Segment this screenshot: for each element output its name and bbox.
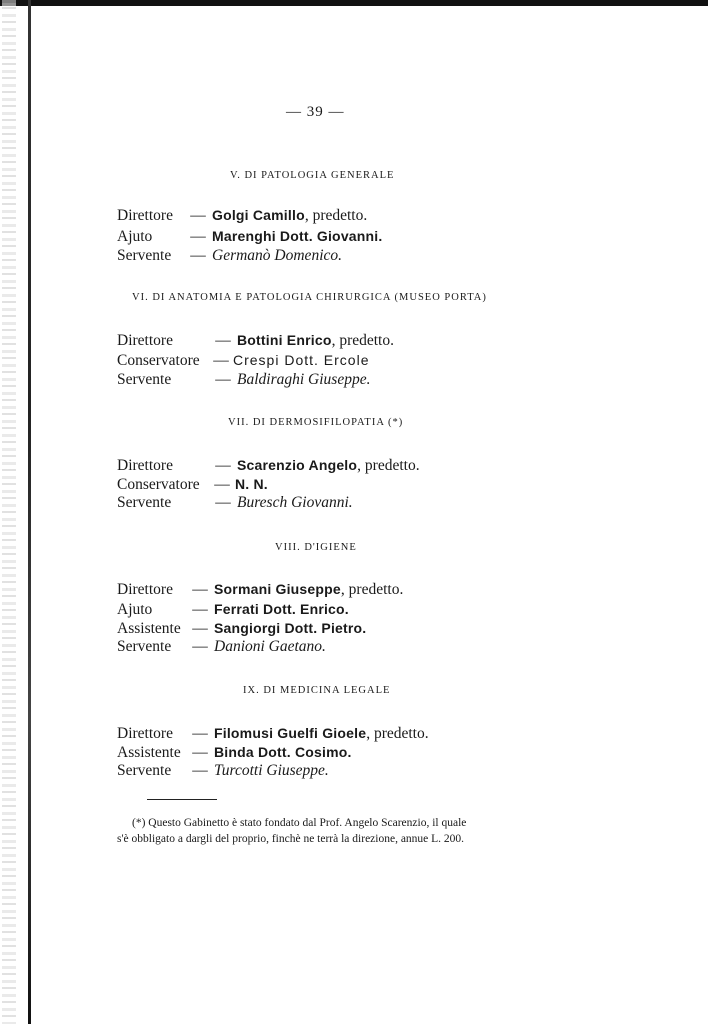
- staff-role: Assistente: [117, 620, 181, 637]
- footnote-line-2: s'è obbligato a dargli del proprio, finchè ne terrà la direzione, annue L. 200.: [117, 833, 465, 845]
- page-number: — 39 —: [286, 104, 345, 120]
- staff-role: Servente: [117, 638, 172, 655]
- staff-row: [117, 761, 329, 781]
- section-heading-viii: VIII. D'IGIENE: [275, 542, 357, 553]
- dash: —: [192, 620, 208, 637]
- top-edge-border: [0, 0, 708, 6]
- staff-row: [117, 205, 367, 225]
- staff-role: Servente: [117, 494, 172, 511]
- staff-row: [117, 330, 394, 350]
- dash: —: [192, 744, 208, 761]
- footnote-divider: [147, 799, 217, 800]
- dash: —: [190, 228, 206, 245]
- staff-role: Servente: [117, 371, 172, 388]
- staff-name: Germanò Domenico.: [212, 247, 343, 264]
- staff-role: Servente: [117, 247, 172, 264]
- staff-name: Filomusi Guelfi Gioele: [214, 725, 367, 741]
- section-heading-v: V. DI PATOLOGIA GENERALE: [230, 170, 395, 181]
- staff-row: [117, 370, 370, 390]
- dash: —: [192, 581, 208, 598]
- staff-role: Conservatore: [117, 352, 200, 369]
- staff-name: Baldiraghi Giuseppe.: [237, 371, 371, 388]
- staff-row: [117, 474, 268, 494]
- staff-name: Danioni Gaetano.: [214, 638, 326, 655]
- staff-row: [117, 579, 403, 599]
- staff-role: Direttore: [117, 457, 173, 474]
- dash: —: [192, 638, 208, 655]
- staff-name: Golgi Camillo: [212, 207, 305, 223]
- staff-name: Sormani Giuseppe: [214, 581, 341, 597]
- name-suffix: , predetto.: [366, 725, 429, 742]
- staff-row: [117, 246, 342, 266]
- dash: —: [213, 352, 229, 369]
- name-suffix: , predetto.: [304, 207, 368, 224]
- staff-name: Marenghi Dott. Giovanni.: [212, 228, 383, 244]
- section-heading-vii: VII. DI DERMOSIFILOPATIA (*): [228, 417, 404, 428]
- staff-role: Servente: [117, 762, 172, 779]
- section-heading-ix: IX. DI MEDICINA LEGALE: [243, 685, 391, 696]
- staff-row: [117, 742, 352, 762]
- section-heading-vi: VI. DI ANATOMIA E PATOLOGIA CHIRURGICA (MUSEO PORTA): [132, 292, 487, 303]
- staff-role: Assistente: [117, 744, 181, 761]
- dash: —: [192, 601, 208, 618]
- scan-edge-noise: [2, 0, 16, 1024]
- staff-row: [117, 599, 349, 619]
- name-suffix: , predetto.: [340, 581, 404, 598]
- staff-name: Binda Dott. Cosimo.: [214, 744, 352, 760]
- staff-row: [117, 350, 369, 370]
- staff-name: Crespi Dott. Ercole: [233, 352, 370, 368]
- staff-name: Ferrati Dott. Enrico.: [214, 601, 349, 617]
- staff-role: Ajuto: [117, 228, 153, 245]
- staff-name: Bottini Enrico: [237, 332, 332, 348]
- staff-role: Direttore: [117, 332, 173, 349]
- staff-role: Direttore: [117, 207, 173, 224]
- staff-row: [117, 226, 382, 246]
- staff-role: Conservatore: [117, 476, 200, 493]
- staff-role: Ajuto: [117, 601, 153, 618]
- name-suffix: , predetto.: [357, 457, 420, 474]
- binding-edge-line: [28, 0, 31, 1024]
- dash: —: [192, 762, 208, 779]
- staff-row: [117, 637, 326, 657]
- dash: —: [190, 207, 206, 224]
- staff-name: Sangiorgi Dott. Pietro.: [214, 620, 367, 636]
- staff-role: Direttore: [117, 581, 173, 598]
- staff-row: [117, 618, 366, 638]
- staff-role: Direttore: [117, 725, 173, 742]
- dash: —: [214, 476, 230, 493]
- staff-row: [117, 455, 420, 475]
- staff-row: [117, 493, 353, 513]
- dash: —: [190, 247, 206, 264]
- dash: —: [215, 457, 231, 474]
- staff-name: Turcotti Giuseppe.: [214, 762, 329, 779]
- dash: —: [215, 371, 231, 388]
- dash: —: [192, 725, 208, 742]
- footnote-line-1: (*) Questo Gabinetto è stato fondato dal Prof. Angelo Scarenzio, il quale: [132, 817, 467, 829]
- staff-row: [117, 723, 429, 743]
- staff-name: Scarenzio Angelo: [237, 457, 358, 473]
- name-suffix: , predetto.: [331, 332, 394, 349]
- staff-name: Buresch Giovanni.: [237, 494, 353, 511]
- dash: —: [215, 332, 231, 349]
- dash: —: [215, 494, 231, 511]
- staff-name: N. N.: [235, 476, 268, 492]
